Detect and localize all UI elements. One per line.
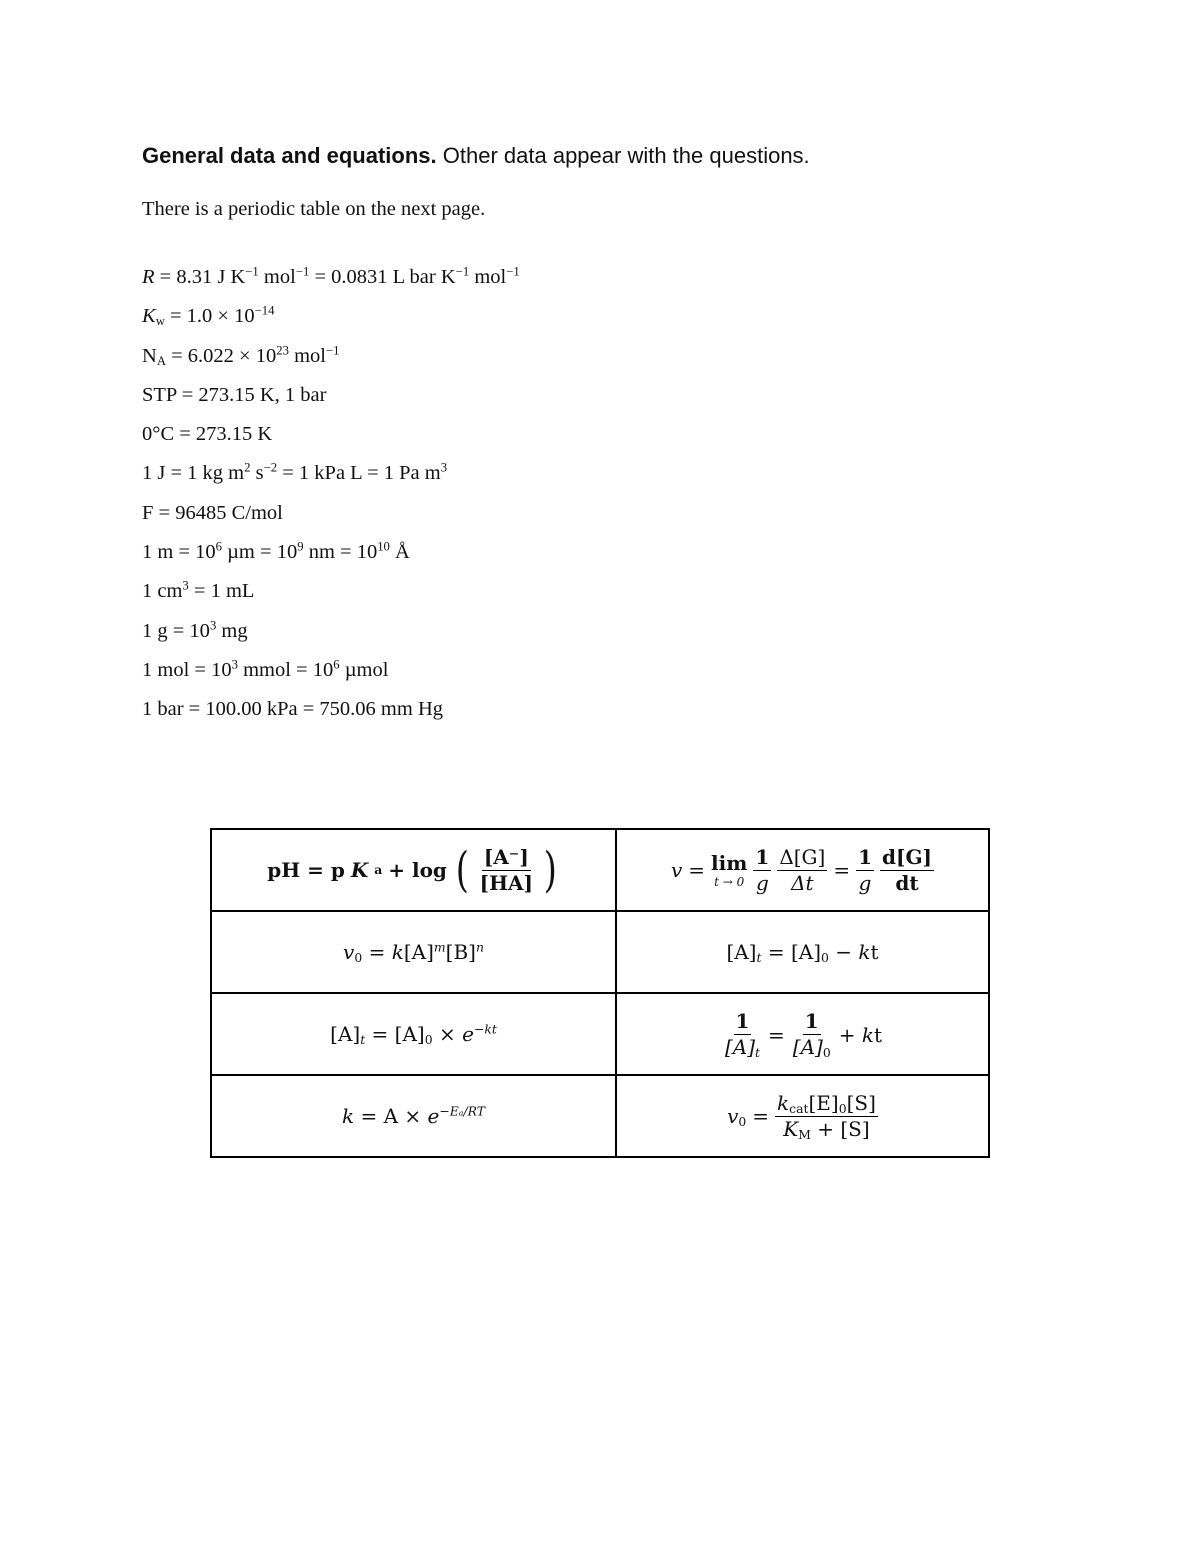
equations-table [210, 828, 990, 1158]
gas-constant: R = 8.31 J $K^{-1}$ mol$^{-1}$ = 0.0831 L bar $K^{-1}$ mol$^{-1}$ [142, 264, 520, 288]
zero-celsius: 0°C = 273.15 K [142, 423, 273, 446]
arrhenius-equation: $k = A \times e^{-E_a/RT}$ [211, 1075, 616, 1157]
water-constant: $K_w = 1.0 \times 10^{-14}$ [142, 303, 275, 329]
metre-conversion: 1 $m = 10^6$ $\mu m = 10^9$ nm = $10^{10}$ Å [142, 539, 410, 564]
intro-text: There is a periodic table on the next page. [142, 198, 486, 220]
rate-law-equation: $v_0 = k[A]^m[B]^n$ [211, 911, 616, 993]
heading-rest: Other data appear with the questions. [442, 143, 810, 168]
page-heading [142, 143, 810, 169]
avogadro-constant: $N_A = 6.022 \times 10^{23}$ mol$^{-1}$ [142, 342, 340, 368]
bar-conversion: 1 bar = 100.00 kPa = 750.06 mm Hg [142, 698, 443, 721]
cm3-conversion: 1 $cm^3 = 1$ mL [142, 578, 255, 603]
table-row [211, 829, 989, 911]
stp: STP = 273.15 K, 1 bar [142, 383, 327, 406]
table-row [211, 993, 989, 1075]
zero-order-equation: $[A]_t = [A]_0$ − kt [616, 911, 989, 993]
constants-list [142, 262, 520, 734]
gram-conversion: 1 $g = 10^3$ mg [142, 618, 248, 642]
henderson-hasselbalch-equation: pH = p K a + log ( $\frac{[A^-]}{[HA]}$ ) [211, 829, 616, 911]
faraday-constant: F = 96485 C/mol [142, 501, 283, 524]
joule-conversion: 1 J = 1 kg $m^2$ $s^{-2} = 1$ kPa L = 1 Pa $m^3$ [142, 460, 448, 485]
table-row [211, 911, 989, 993]
table-row [211, 1075, 989, 1157]
heading-bold: General data and equations. [142, 143, 437, 168]
second-order-equation: $\frac{1}{[A]_t}$ = $\frac{1}{[A]_0}$ + kt [616, 993, 989, 1075]
michaelis-menten-equation: $v_0$ = $\frac{k_{cat}[E]_0[S]}{K_M + [S]}$ [616, 1075, 989, 1157]
first-order-equation: $[A]_t = [A]_0 \times e^{-kt}$ [211, 993, 616, 1075]
rate-definition-equation: v = lim t → 0 $\frac{1}{g}$ $\frac{\Delta[G]}{\Delta t}$ = $\frac{1}{g}$ $\frac{d[G]}{dt}$ [616, 829, 989, 911]
mol-conversion: 1 mol = $10^3$ mmol = $10^6$ µmol [142, 657, 389, 681]
